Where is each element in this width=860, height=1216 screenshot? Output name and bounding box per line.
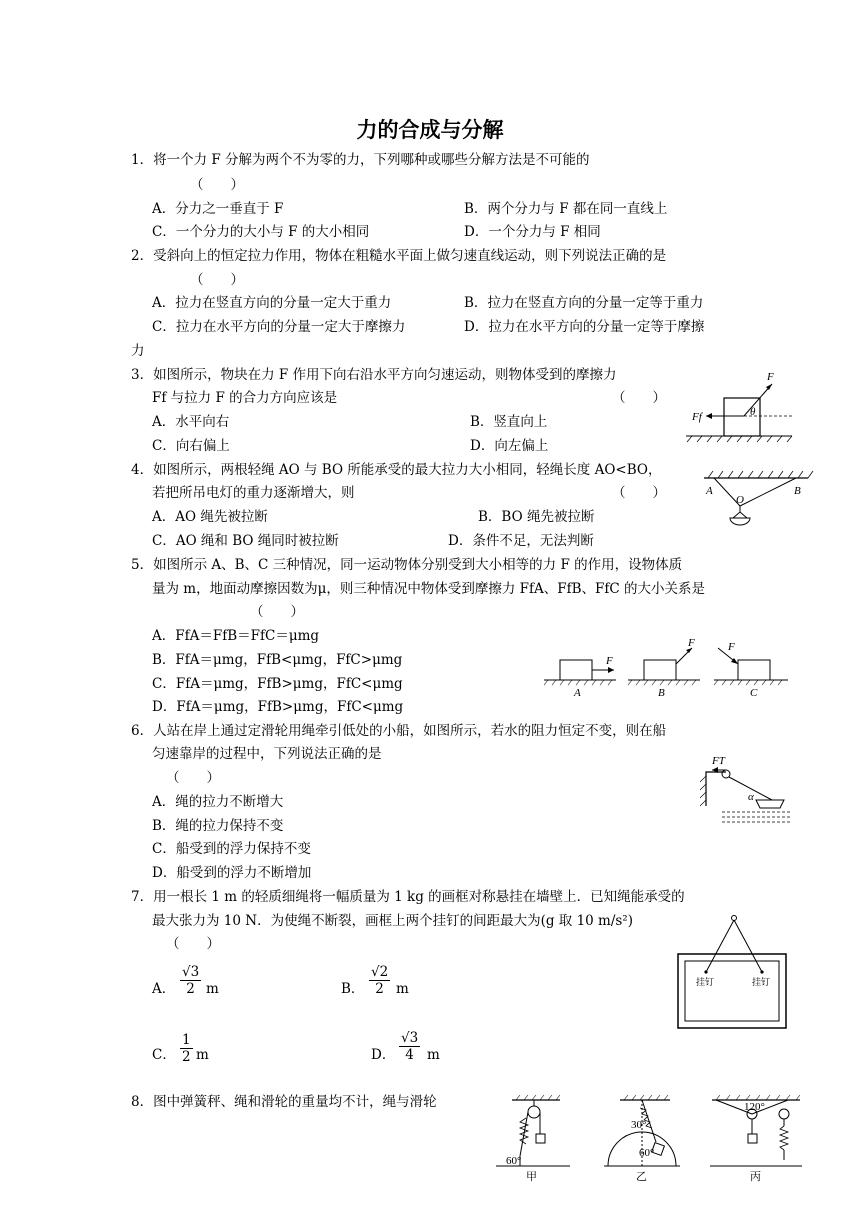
q7-option-b-num: √2 — [371, 964, 389, 980]
q7-option-d-fraction — [399, 1030, 420, 1063]
q7-option-a-num: √3 — [182, 964, 200, 980]
q4-option-b: B．BO 绳先被拉断 — [478, 509, 595, 525]
q5-option-b: B．FfA＝μmg，FfB<μmg，FfC>μmg — [152, 652, 403, 668]
q7-option-b-unit: m — [396, 981, 409, 997]
q3-option-d: D．向左偏上 — [470, 438, 549, 454]
page-title: 力的合成与分解 — [356, 118, 504, 142]
q4-option-c: C．AO 绳和 BO 绳同时被拉断 — [152, 533, 339, 549]
q3-stem-line1: 3．如图所示，物块在力 F 作用下向右沿水平方向匀速运动，则物体受到的摩擦力 — [131, 367, 617, 383]
q6-stem-line2: 匀速靠岸的过程中，下列说法正确的是 — [152, 746, 382, 762]
q1-option-c: C．一个分力的大小与 F 的大小相同 — [152, 224, 370, 240]
q8-angle-jia: 60° — [506, 1155, 522, 1167]
q8-figure-jia — [496, 1095, 570, 1183]
q5-answer-bracket: （ ） — [250, 604, 304, 620]
q5-label-c: C — [750, 687, 758, 699]
q7-option-c-unit: m — [196, 1047, 209, 1063]
q8-figure — [490, 1094, 810, 1184]
q2-stem-line1: 2．受斜向上的恒定拉力作用，物体在粗糙水平面上做匀速直线运动，则下列说法正确的是 — [131, 248, 667, 264]
q1-option-b: B．两个分力与 F 都在同一直线上 — [464, 201, 668, 217]
q7-option-a: A． — [152, 981, 176, 997]
q8-figure-yi — [604, 1095, 680, 1183]
q5-stem-line1: 5．如图所示 A、B、C 三种情况，同一运动物体分别受到大小相等的力 F 的作用，设物体质 — [131, 557, 683, 573]
q1-option-a: A．分力之一垂直于 F — [152, 201, 284, 217]
q4-label-b: B — [794, 485, 801, 497]
q7-option-a-unit: m — [206, 981, 219, 997]
q7-nail-left-label: 挂钉 — [696, 978, 715, 988]
q7-option-c-den: 2 — [182, 1049, 191, 1065]
q7-figure — [672, 914, 792, 1032]
q3-answer-bracket: （ ） — [612, 390, 666, 406]
q4-label-o: O — [736, 494, 744, 506]
q1-option-d: D．一个分力与 F 相同 — [464, 224, 601, 240]
q6-figure — [686, 752, 796, 832]
q4-stem-line2: 若把所吊电灯的重力逐渐增大，则 — [152, 485, 355, 501]
q7-option-c-num: 1 — [182, 1032, 191, 1048]
q5-figure — [542, 636, 792, 700]
q8-angle-yi-bottom: 60° — [639, 1147, 655, 1159]
q7-option-a-fraction — [180, 964, 201, 997]
q8-label-yi: 乙 — [636, 1170, 647, 1183]
q7-option-b: B． — [341, 981, 365, 997]
q7-option-c-fraction — [180, 1032, 193, 1065]
q3-option-a: A．水平向右 — [152, 414, 230, 430]
q2-option-d-wrap: 力 — [131, 343, 145, 359]
q1-answer-bracket: （ ） — [190, 177, 244, 193]
q4-answer-bracket: （ ） — [612, 485, 666, 501]
q2-option-b: B．拉力在竖直方向的分量一定等于重力 — [464, 295, 704, 311]
q6-stem-line1: 6．人站在岸上通过定滑轮用绳牵引低处的小船，如图所示，若水的阻力恒定不变，则在船 — [131, 723, 667, 739]
q7-nail-right-label: 挂钉 — [752, 978, 771, 988]
q6-option-d: D．船受到的浮力不断增加 — [152, 865, 312, 881]
q3-force-label: F — [767, 371, 774, 383]
q6-option-a: A．绳的拉力不断增大 — [152, 794, 284, 810]
q8-stem-line1: 8．图中弹簧秤、绳和滑轮的重量均不计，绳与滑轮 — [131, 1094, 437, 1110]
q8-angle-bing: 120° — [744, 1101, 765, 1113]
q3-figure — [684, 368, 796, 444]
q8-angle-yi-top: 30° — [631, 1119, 647, 1131]
q5-force-label-b: F — [688, 637, 695, 649]
q7-answer-bracket: （ ） — [166, 936, 220, 952]
q7-stem-line2: 最大张力为 10 N．为使绳不断裂，画框上两个挂钉的间距最大为(g 取 10 m/s²) — [152, 913, 633, 929]
q8-label-bing: 丙 — [750, 1170, 761, 1183]
q2-option-d: D．拉力在水平方向的分量一定等于摩擦 — [464, 319, 705, 335]
q3-option-c: C．向右偏上 — [152, 438, 230, 454]
q6-option-b: B．绳的拉力保持不变 — [152, 818, 284, 834]
q4-figure — [700, 468, 812, 532]
q5-force-label-c: F — [728, 641, 735, 653]
q5-label-a: A — [574, 687, 581, 699]
q5-label-b: B — [658, 687, 665, 699]
q3-angle-label: θ — [750, 406, 756, 418]
q7-option-c: C． — [152, 1047, 176, 1063]
q2-option-a: A．拉力在竖直方向的分量一定大于重力 — [152, 295, 392, 311]
q6-angle-label: α — [748, 791, 754, 803]
q7-option-b-den: 2 — [375, 981, 384, 997]
q6-option-c: C．船受到的浮力保持不变 — [152, 841, 311, 857]
q6-answer-bracket: （ ） — [166, 770, 220, 786]
q3-option-b: B．竖直向上 — [470, 414, 548, 430]
q5-option-c: C．FfA＝μmg，FfB>μmg，FfC<μmg — [152, 676, 403, 692]
q3-stem-line2: Ff 与拉力 F 的合力方向应该是 — [152, 390, 338, 406]
q7-option-d-unit: m — [427, 1047, 440, 1063]
q8-label-jia: 甲 — [526, 1170, 537, 1183]
q1-stem-line1: 1．将一个力 F 分解为两个不为零的力，下列哪种或哪些分解方法是不可能的 — [131, 152, 590, 168]
q7-stem-line1: 7．用一根长 1 m 的轻质细绳将一幅质量为 1 kg 的画框对称悬挂在墙壁上．已知绳能承受的 — [131, 889, 685, 905]
q8-figure-bing — [710, 1095, 802, 1183]
q5-stem-line2: 量为 m，地面动摩擦因数为μ，则三种情况中物体受到摩擦力 FfA、FfB、FfC 的大小关系是 — [152, 581, 706, 597]
q7-option-d-den: 4 — [405, 1047, 414, 1063]
q5-force-label-a: F — [606, 655, 613, 667]
q5-option-d: D．FfA＝μmg，FfB>μmg，FfC<μmg — [152, 699, 404, 715]
q7-option-d-num: √3 — [401, 1030, 419, 1046]
q4-stem-line1: 4．如图所示，两根轻绳 AO 与 BO 所能承受的最大拉力大小相同，轻绳长度 AO<BO， — [131, 462, 662, 478]
q4-option-d: D．条件不足，无法判断 — [448, 533, 594, 549]
q7-option-a-den: 2 — [186, 981, 195, 997]
q6-force-label: FT — [712, 755, 725, 767]
q4-option-a: A．AO 绳先被拉断 — [152, 509, 268, 525]
q7-option-b-fraction — [369, 964, 390, 997]
q7-option-d: D． — [371, 1047, 396, 1063]
q2-option-c: C．拉力在水平方向的分量一定大于摩擦力 — [152, 319, 406, 335]
q4-label-a: A — [706, 485, 713, 497]
q2-answer-bracket: （ ） — [190, 272, 244, 288]
q5-option-a: A．FfA＝FfB＝FfC＝μmg — [152, 628, 320, 644]
q3-friction-label: Ff — [692, 411, 702, 423]
